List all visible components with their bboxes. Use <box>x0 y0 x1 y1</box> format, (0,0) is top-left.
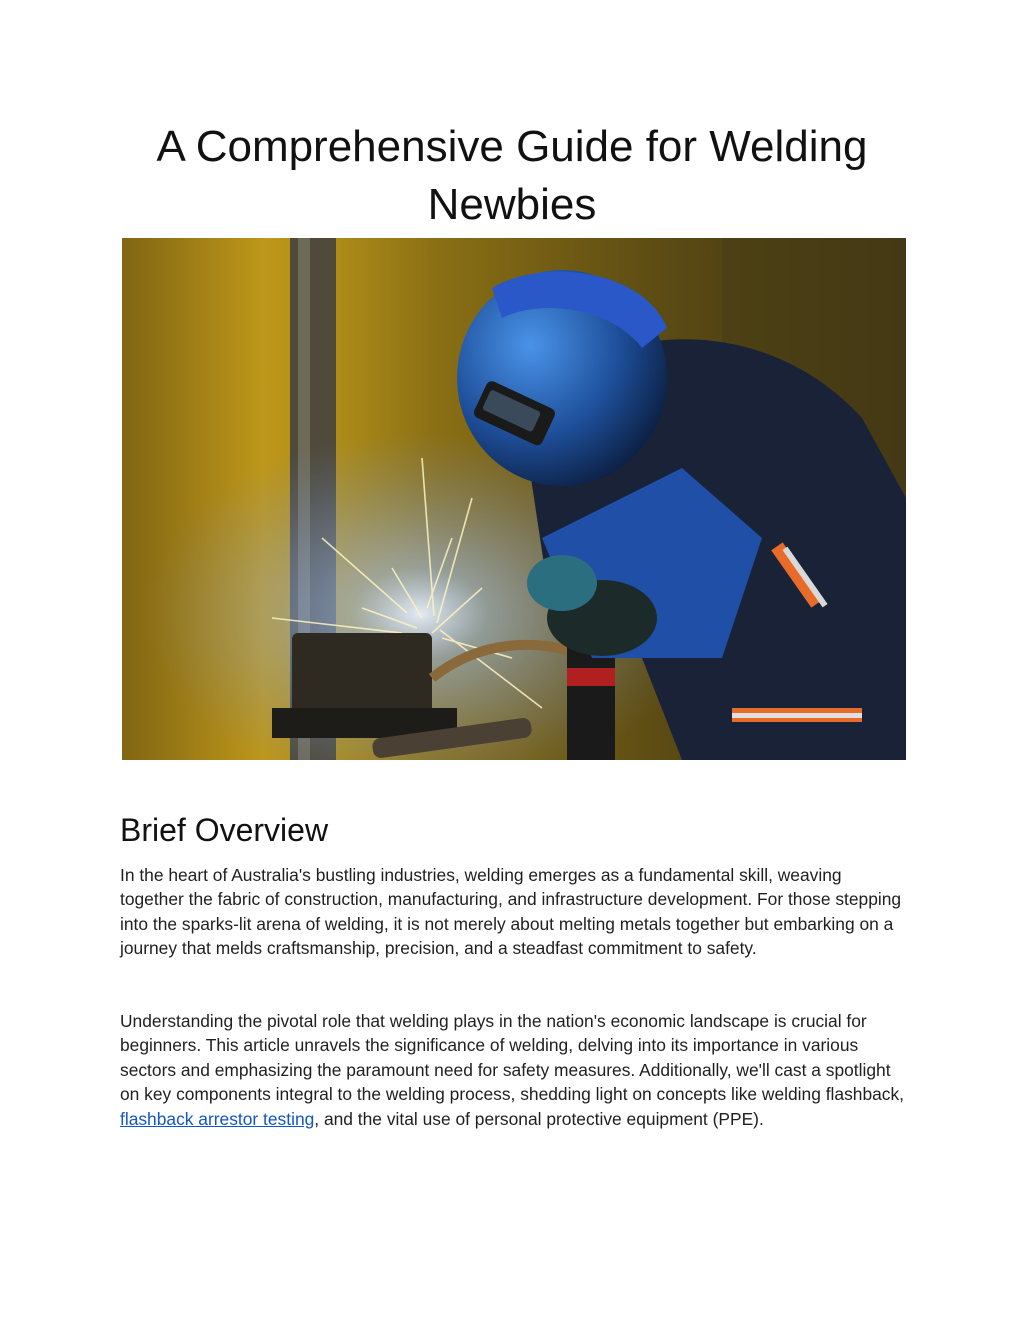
paragraph-2-text-after: , and the vital use of personal protective equipment (PPE). <box>314 1108 764 1129</box>
paragraph-1: In the heart of Australia's bustling industries, welding emerges as a fundamental skill, weaving together the fabric of construction, manufacturing, and infrastructure development. For those stepping into the sparks-lit arena of welding, it is not merely about melting metals together but embarking on a journey that melds craftsmanship, precision, and a steadfast commitment to safety. <box>120 865 902 959</box>
page-title: A Comprehensive Guide for Welding Newbies <box>156 122 868 229</box>
paragraph-2 <box>120 1009 904 1131</box>
section-heading: Brief Overview <box>120 812 329 848</box>
flashback-arrestor-testing-link[interactable]: flashback arrestor testing <box>120 1108 315 1129</box>
welder-photo <box>122 238 906 760</box>
paragraph-2-text-before: Understanding the pivotal role that welding plays in the nation's economic landscape is crucial for beginners. This article unravels the significance of welding, delving into its importance in various sectors and emphasizing the paramount need for safety measures. Additionally, we'll cast a spotlight on key components integral to the welding process, shedding light on concepts like welding flashback, <box>120 1011 905 1105</box>
